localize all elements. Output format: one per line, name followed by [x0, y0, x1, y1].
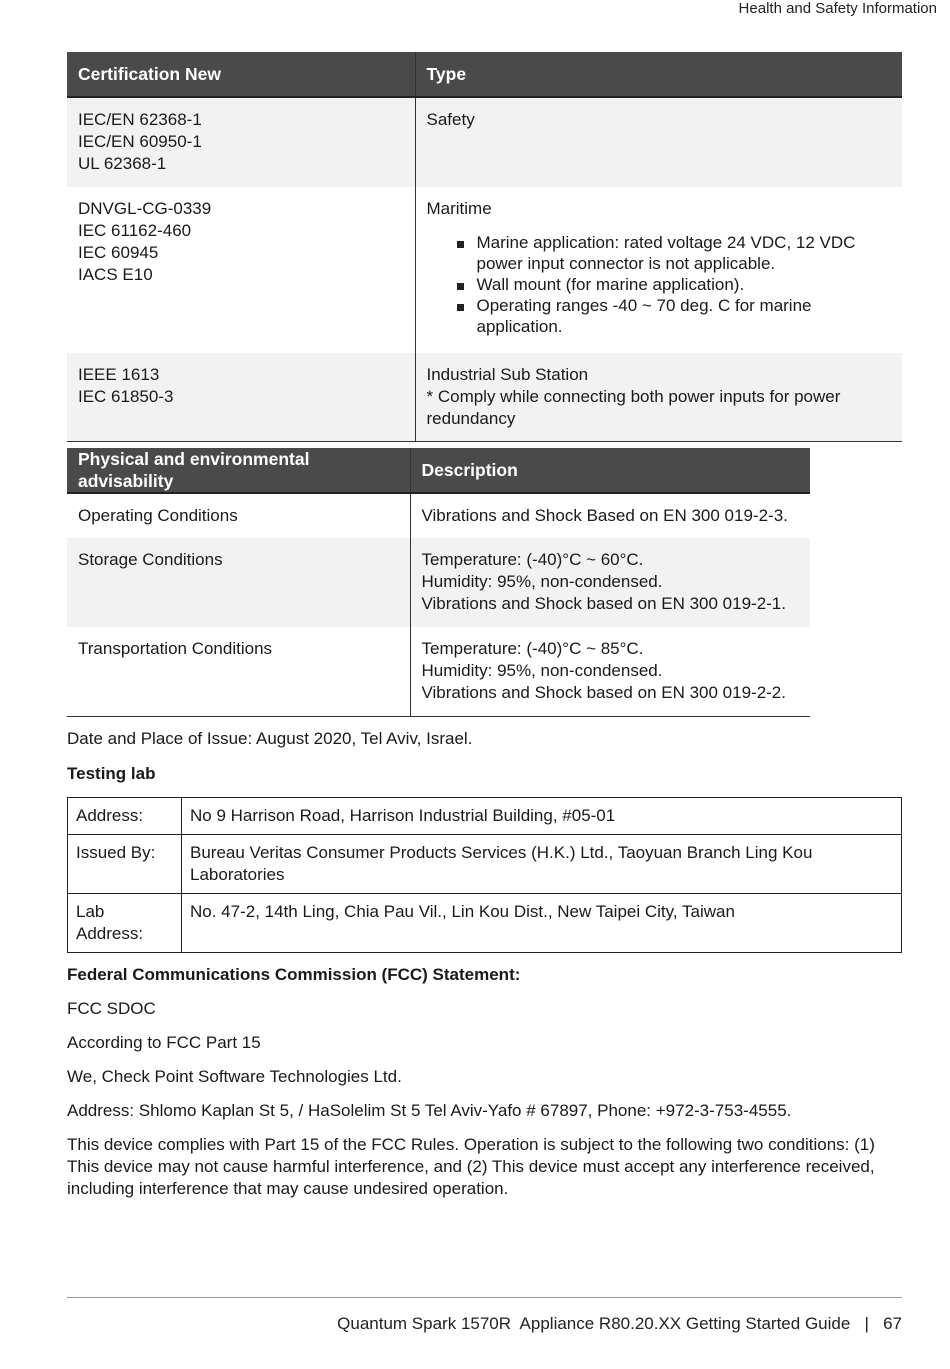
maritime-notes-list — [427, 232, 892, 337]
standards-cell — [67, 187, 415, 353]
description-line: Humidity: 95%, non-condensed. — [421, 661, 663, 680]
issue-date: Date and Place of Issue: August 2020, Tel Aviv, Israel. — [67, 729, 473, 748]
condition-description — [410, 538, 810, 627]
standards-cell — [67, 97, 415, 187]
page-footer — [337, 1313, 902, 1335]
testing-lab-table — [67, 797, 902, 953]
column-header-type: Type — [415, 52, 902, 97]
table-row — [67, 627, 810, 716]
type-cell — [415, 353, 902, 442]
column-header-advisability: Physical and environmental advisability — [67, 448, 410, 493]
type-cell — [415, 187, 902, 353]
condition-label: Operating Conditions — [67, 493, 410, 538]
page-number: 67 — [883, 1314, 902, 1333]
type-note: * Comply while connecting both power inputs for power redundancy — [426, 387, 841, 428]
condition-label: Transportation Conditions — [67, 627, 410, 716]
guide-title: Quantum Spark 1570R Appliance R80.20.XX Getting Started Guide — [337, 1314, 851, 1333]
table-row — [67, 493, 810, 538]
page-header-section: Health and Safety Information — [738, 0, 937, 17]
table-row — [67, 353, 902, 442]
lab-field-value: No. 47-2, 14th Ling, Chia Pau Vil., Lin Kou Dist., New Taipei City, Taiwan — [182, 894, 902, 953]
condition-description — [410, 627, 810, 716]
lab-field-label: Address: — [68, 798, 182, 835]
type-label: Maritime — [426, 199, 492, 218]
table-row — [67, 187, 902, 353]
table-row — [68, 894, 902, 953]
description-line: Vibrations and Shock Based on EN 300 019-2-3. — [421, 506, 788, 525]
standard-item: DNVGL-CG-0339 — [78, 199, 212, 218]
standard-item: IEC/EN 62368-1 — [78, 110, 202, 129]
environmental-table — [67, 448, 810, 717]
table-row — [67, 97, 902, 187]
type-cell — [415, 97, 902, 187]
footer-separator: | — [864, 1314, 869, 1333]
fcc-sdoc: FCC SDOC — [67, 999, 156, 1018]
condition-description — [410, 493, 810, 538]
type-label: Safety — [426, 110, 475, 129]
standard-item: IEC 60945 — [78, 243, 159, 262]
list-item: Operating ranges -40 ~ 70 deg. C for marine application. — [477, 295, 892, 337]
list-item: Marine application: rated voltage 24 VDC, 12 VDC power input connector is not applicable. — [477, 232, 892, 274]
standard-item: UL 62368-1 — [78, 154, 167, 173]
lab-field-value: No 9 Harrison Road, Harrison Industrial Building, #05-01 — [182, 798, 902, 835]
description-line: Temperature: (-40)°C ~ 60°C. — [421, 550, 644, 569]
standard-item: IEC 61162-460 — [78, 221, 192, 240]
description-line: Temperature: (-40)°C ~ 85°C. — [421, 639, 644, 658]
condition-label: Storage Conditions — [67, 538, 410, 627]
standard-item: IEC/EN 60950-1 — [78, 132, 202, 151]
lab-field-value: Bureau Veritas Consumer Products Services (H.K.) Ltd., Taoyuan Branch Ling Kou Laboratories — [182, 835, 902, 894]
table-row — [68, 835, 902, 894]
table-row — [68, 798, 902, 835]
environmental-table-header — [67, 448, 810, 493]
standard-item: IEEE 1613 — [78, 365, 160, 384]
lab-field-label: Lab Address: — [68, 894, 182, 953]
fcc-part: According to FCC Part 15 — [67, 1033, 261, 1052]
standard-item: IACS E10 — [78, 265, 153, 284]
footer-divider — [67, 1297, 902, 1298]
certification-table-header — [67, 52, 902, 97]
description-line: Humidity: 95%, non-condensed. — [421, 572, 663, 591]
type-label: Industrial Sub Station — [426, 365, 589, 384]
fcc-compliance: This device complies with Part 15 of the FCC Rules. Operation is subject to the following two conditions: (1) This device may not cause harmful interference, and (2) This device must accept any interference received, including interference that may cause undesired operation. — [67, 1135, 875, 1198]
testing-lab-heading: Testing lab — [67, 764, 156, 783]
certification-table — [67, 52, 902, 442]
column-header-description: Description — [410, 448, 810, 493]
standard-item: IEC 61850-3 — [78, 387, 174, 406]
table-row — [67, 538, 810, 627]
fcc-company: We, Check Point Software Technologies Ltd. — [67, 1067, 402, 1086]
fcc-address: Address: Shlomo Kaplan St 5, / HaSolelim St 5 Tel Aviv-Yafo # 67897, Phone: +972-3-753-4555. — [67, 1101, 792, 1120]
list-item: Wall mount (for marine application). — [477, 274, 892, 295]
lab-field-label: Issued By: — [68, 835, 182, 894]
standards-cell — [67, 353, 415, 442]
description-line: Vibrations and Shock based on EN 300 019-2-2. — [421, 683, 786, 702]
fcc-heading: Federal Communications Commission (FCC) Statement: — [67, 965, 521, 984]
description-line: Vibrations and Shock based on EN 300 019-2-1. — [421, 594, 786, 613]
column-header-certification: Certification New — [67, 52, 415, 97]
